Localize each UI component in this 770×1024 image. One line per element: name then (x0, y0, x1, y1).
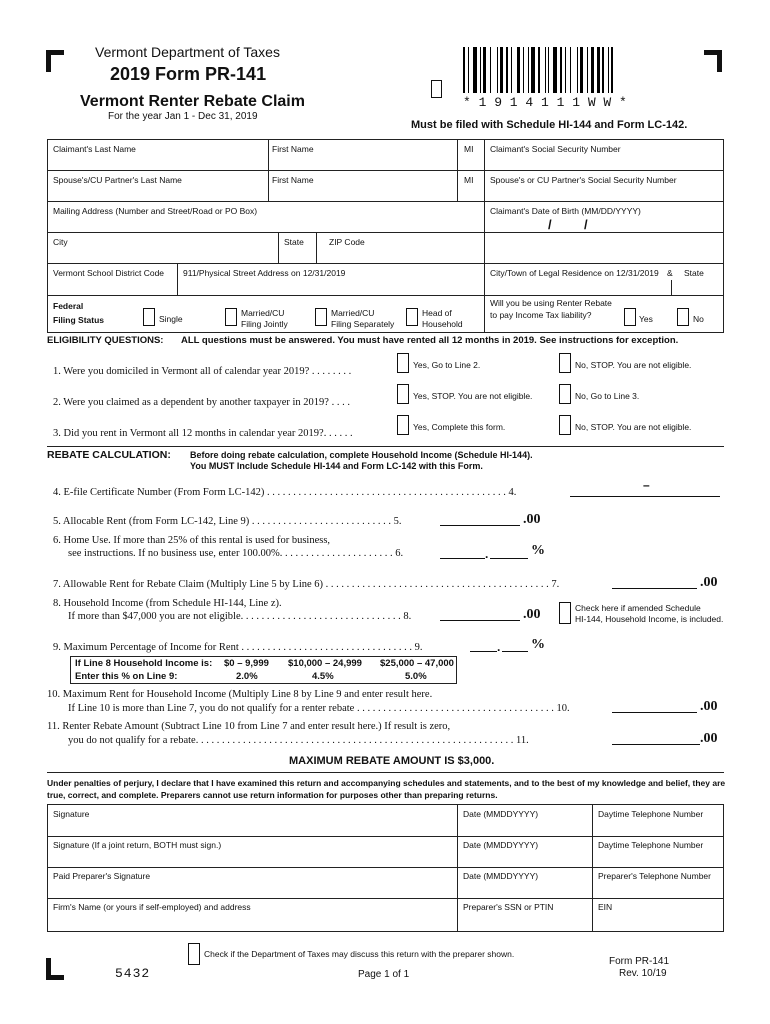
joint-daytime-phone-field[interactable]: Daytime Telephone Number (598, 840, 704, 850)
line-7-label: 7. Allowable Rent for Rebate Claim (Multiply Line 5 by Line 6) . . . . . . . . . . . . . . . . . . . . . . . . . . . . . . . . . . . . . . . . . . . 7. (53, 579, 560, 590)
eligibility-question-2: 2. Were you claimed as a dependent by another taxpayer in 2019? . . . . (53, 397, 350, 408)
date-of-birth-field[interactable]: Claimant's Date of Birth (MM/DD/YYYY) (490, 206, 641, 216)
barcode-bar (468, 47, 469, 93)
line-9-input-decimal[interactable] (502, 640, 528, 652)
line-11-cents: .00 (700, 731, 718, 746)
identity-grid (47, 139, 724, 333)
dob-slash: / (548, 217, 552, 232)
eligibility-question-3: 3. Did you rent in Vermont all 12 months in calendar year 2019?. . . . . . (53, 428, 353, 439)
line-8-cents: .00 (523, 607, 541, 622)
maximum-rebate-notice: MAXIMUM REBATE AMOUNT IS $3,000. (289, 755, 495, 767)
amended-hi144-label: Check here if amended Schedule (575, 603, 701, 613)
line-5-cents: .00 (523, 512, 541, 527)
barcode-bar (587, 47, 588, 93)
table-header-bracket-1: $0 – 9,999 (224, 658, 269, 669)
preparer-ssn-field[interactable]: Preparer's SSN or PTIN (463, 902, 554, 912)
eligibility-question-1: 1. Were you domiciled in Vermont all of calendar year 2019? . . . . . . . . (53, 366, 352, 377)
barcode-text: * 1 9 1 4 1 1 1 W W * (463, 95, 627, 110)
renter-rebate-no-checkbox[interactable] (677, 308, 689, 326)
married-separately-label-2: Filing Separately (331, 319, 395, 329)
form-revision: Rev. 10/19 (619, 968, 667, 979)
barcode-bar (531, 47, 535, 93)
married-jointly-label-2: Filing Jointly (241, 319, 288, 329)
year-range: For the year Jan 1 - Dec 31, 2019 (108, 111, 258, 122)
zip-field[interactable]: ZIP Code (329, 237, 365, 247)
signature-grid (47, 804, 724, 932)
claimant-first-name-field[interactable]: First Name (272, 144, 314, 154)
barcode-bar (490, 47, 491, 93)
form-title: 2019 Form PR-141 (110, 64, 267, 84)
q1-yes-label: Yes, Go to Line 2. (413, 360, 481, 370)
q3-no-label: No, STOP. You are not eligible. (575, 422, 692, 432)
discuss-with-preparer-checkbox[interactable] (188, 943, 200, 965)
barcode-bar (473, 47, 477, 93)
rebate-heading: REBATE CALCULATION: (47, 449, 171, 461)
dob-slash: / (584, 217, 588, 232)
claimant-ssn-field[interactable]: Claimant's Social Security Number (490, 144, 621, 154)
married-jointly-checkbox[interactable] (225, 308, 237, 326)
form-number: Form PR-141 (609, 956, 670, 967)
department-name: Vermont Department of Taxes (95, 44, 280, 60)
town-residence-field[interactable]: City/Town of Legal Residence on 12/31/2019 (490, 268, 659, 278)
barcode-bar (553, 47, 557, 93)
table-header-bracket-2: $10,000 – 24,999 (288, 658, 362, 669)
q2-no-label: No, Go to Line 3. (575, 391, 640, 401)
table-row-label: Enter this % on Line 9: (75, 671, 178, 682)
q3-yes-label: Yes, Complete this form. (413, 422, 506, 432)
signature-field[interactable]: Signature (53, 809, 90, 819)
line-11-label: 11. Renter Rebate Amount (Subtract Line 10 from Line 7 and enter result here.) If result is zero, (47, 721, 451, 732)
signature-date-field[interactable]: Date (MMDDYYYY) (463, 809, 539, 819)
federal-label: Federal (53, 301, 84, 311)
spouse-last-name-field[interactable]: Spouse's/CU Partner's Last Name (53, 175, 182, 185)
line-10-label: 10. Maximum Rent for Household Income (Multiply Line 8 by Line 9 and enter result here. (47, 689, 433, 700)
ampersand: & (667, 268, 673, 278)
registration-mark-top-right (704, 50, 722, 72)
line-11-label-2: you do not qualify for a rebate. . . . . . . . . . . . . . . . . . . . . . . . . . . . . . . . . . . . . . . . . . . . . . . . . . . . . . . . . . . . . 11. (68, 735, 529, 746)
line-8-label-2: If more than $47,000 you are not eligible. . . . . . . . . . . . . . . . . . . . . . . . . . . . . . . 8. (68, 611, 412, 622)
single-checkbox[interactable] (143, 308, 155, 326)
must-file-notice: Must be filed with Schedule HI-144 and Form LC-142. (411, 119, 688, 131)
table-header-bracket-3: $25,000 – 47,000 (380, 658, 454, 669)
barcode-bar (591, 47, 595, 93)
q2-yes-checkbox[interactable] (397, 384, 409, 404)
barcode-bar (500, 47, 502, 93)
line-9-input-whole[interactable] (470, 640, 497, 652)
rebate-instruction-2: You MUST Include Schedule HI-144 and Form LC-142 with this Form. (190, 461, 483, 471)
barcode-bar (580, 47, 582, 93)
preparer-date-field[interactable]: Date (MMDDYYYY) (463, 871, 539, 881)
barcode-bar (463, 47, 465, 93)
line-5-input[interactable] (440, 514, 520, 526)
renter-rebate-yes-checkbox[interactable] (624, 308, 636, 326)
barcode-bar (511, 47, 512, 93)
barcode-bar (506, 47, 508, 93)
table-rate-3: 5.0% (405, 671, 427, 682)
q2-yes-label: Yes, STOP. You are not eligible. (413, 391, 533, 401)
amended-hi144-checkbox[interactable] (559, 602, 571, 624)
barcode-bar (545, 47, 546, 93)
residence-state-field[interactable]: State (684, 268, 704, 278)
q3-no-checkbox[interactable] (559, 415, 571, 435)
barcode-bar (497, 47, 498, 93)
married-separately-label: Married/CU (331, 308, 375, 318)
barcode-bar (560, 47, 562, 93)
claimant-mi-field[interactable]: MI (464, 144, 474, 154)
barcode-bar (565, 47, 566, 93)
barcode-bar (523, 47, 524, 93)
q2-no-checkbox[interactable] (559, 384, 571, 404)
spouse-first-name-field[interactable]: First Name (272, 175, 314, 185)
barcode-bar (480, 47, 481, 93)
line-7-input[interactable] (612, 577, 697, 589)
line-10-cents: .00 (700, 699, 718, 714)
barcode-bar (483, 47, 485, 93)
page-number: Page 1 of 1 (358, 969, 410, 980)
table-rate-2: 4.5% (312, 671, 334, 682)
joint-signature-field[interactable]: Signature (If a joint return, BOTH must sign.) (53, 840, 222, 850)
barcode-bar (577, 47, 578, 93)
barcode-bar (608, 47, 609, 93)
barcode-bar (611, 47, 613, 93)
barcode-bar (528, 47, 529, 93)
line-4-label: 4. E-file Certificate Number (From Form LC-142) . . . . . . . . . . . . . . . . . . . . . . . . . . . . . . . . . . . . . . . . . . . . . . 4. (53, 487, 517, 498)
spouse-ssn-field[interactable]: Spouse's or CU Partner's Social Security Number (490, 175, 677, 185)
q1-no-label: No, STOP. You are not eligible. (575, 360, 692, 370)
line-10-input[interactable] (612, 701, 697, 713)
q3-yes-checkbox[interactable] (397, 415, 409, 435)
table-header-income: If Line 8 Household Income is: (75, 658, 213, 669)
barcode-bar (570, 47, 571, 93)
form-code: 5432 (115, 966, 151, 981)
preparer-phone-field[interactable]: Preparer's Telephone Number (598, 871, 711, 881)
head-of-household-label: Head of (422, 308, 452, 318)
mailing-address-field[interactable]: Mailing Address (Number and Street/Road or PO Box) (53, 206, 258, 216)
head-of-household-label-2: Household (422, 319, 463, 329)
claimant-last-name-field[interactable]: Claimant's Last Name (53, 144, 136, 154)
line-6-input-whole[interactable] (440, 547, 485, 559)
line-6-decimal: . (485, 547, 489, 561)
claim-title: Vermont Renter Rebate Claim (80, 93, 305, 110)
line-4-dash: – (643, 478, 650, 492)
registration-mark-bottom-left (46, 958, 64, 980)
line-6-label: 6. Home Use. If more than 25% of this rental is used for business, (53, 535, 331, 546)
renter-rebate-question-2: to pay Income Tax liability? (490, 310, 592, 320)
married-separately-checkbox[interactable] (315, 308, 327, 326)
no-label: No (693, 314, 704, 324)
married-jointly-label: Married/CU (241, 308, 285, 318)
eligibility-heading: ELIGIBILITY QUESTIONS: (47, 335, 164, 346)
line-9-decimal: . (497, 640, 501, 654)
daytime-phone-field[interactable]: Daytime Telephone Number (598, 809, 704, 819)
head-of-household-checkbox[interactable] (406, 308, 418, 326)
rebate-instruction-1: Before doing rebate calculation, complete Household Income (Schedule HI-144). (190, 450, 533, 460)
eligibility-instruction: ALL questions must be answered. You must have rented all 12 months in 2019. See instructions for exception. (181, 335, 679, 346)
line-7-cents: .00 (700, 575, 718, 590)
school-district-field[interactable]: Vermont School District Code (53, 268, 165, 278)
q1-no-checkbox[interactable] (559, 353, 571, 373)
discuss-with-preparer-label: Check if the Department of Taxes may discuss this return with the preparer shown. (204, 949, 515, 959)
state-field[interactable]: State (284, 237, 304, 247)
barcode-bar (597, 47, 599, 93)
spouse-mi-field[interactable]: MI (464, 175, 474, 185)
barcode-bar (538, 47, 540, 93)
renter-rebate-question: Will you be using Renter Rebate (490, 298, 612, 308)
line-6-label-2: see instructions. If no business use, enter 100.00%. . . . . . . . . . . . . . . . . . . . . . 6. (68, 548, 404, 559)
barcode-checkbox[interactable] (431, 80, 442, 98)
ein-field[interactable]: EIN (598, 902, 613, 912)
table-rate-1: 2.0% (236, 671, 258, 682)
line-8-input[interactable] (440, 609, 520, 621)
preparer-signature-field[interactable]: Paid Preparer's Signature (53, 871, 151, 881)
single-label: Single (159, 314, 183, 324)
line-8-label: 8. Household Income (from Schedule HI-144, Line z). (53, 598, 282, 609)
barcode (463, 47, 663, 93)
barcode-bar (602, 47, 603, 93)
joint-signature-date-field[interactable]: Date (MMDDYYYY) (463, 840, 539, 850)
line-11-input[interactable] (612, 733, 700, 745)
barcode-bar (517, 47, 519, 93)
q1-yes-checkbox[interactable] (397, 353, 409, 373)
city-field[interactable]: City (53, 237, 68, 247)
filing-status-label: Filing Status (53, 315, 104, 325)
line-6-percent: % (531, 543, 545, 558)
line-9-label: 9. Maximum Percentage of Income for Rent . . . . . . . . . . . . . . . . . . . . . . . . . . . . . . . . . 9. (53, 642, 423, 653)
perjury-statement: Under penalties of perjury, I declare that I have examined this return and accompanying schedules and statements, and to the best of my knowledge and belief, they are true, correct, and complete. Preparers cannot use return information for purposes other than preparing returns. (47, 778, 726, 800)
yes-label: Yes (639, 314, 653, 324)
line-9-percent: % (531, 637, 545, 652)
barcode-bar (548, 47, 549, 93)
line-6-input-decimal[interactable] (490, 547, 528, 559)
firm-name-field[interactable]: Firm's Name (or yours if self-employed) and address (53, 902, 251, 912)
physical-address-field[interactable]: 911/Physical Street Address on 12/31/2019 (183, 268, 346, 278)
registration-mark-top-left (46, 50, 64, 72)
line-5-label: 5. Allocable Rent (from Form LC-142, Line 9) . . . . . . . . . . . . . . . . . . . . . . . . . . . 5. (53, 516, 402, 527)
line-10-label-2: If Line 10 is more than Line 7, you do not qualify for a renter rebate . . . . . . . . . . . . . . . . . . . . . . . . . . . . . . . . . . . . . . 10. (68, 703, 570, 714)
amended-hi144-label-2: HI-144, Household Income, is included. (575, 614, 724, 624)
